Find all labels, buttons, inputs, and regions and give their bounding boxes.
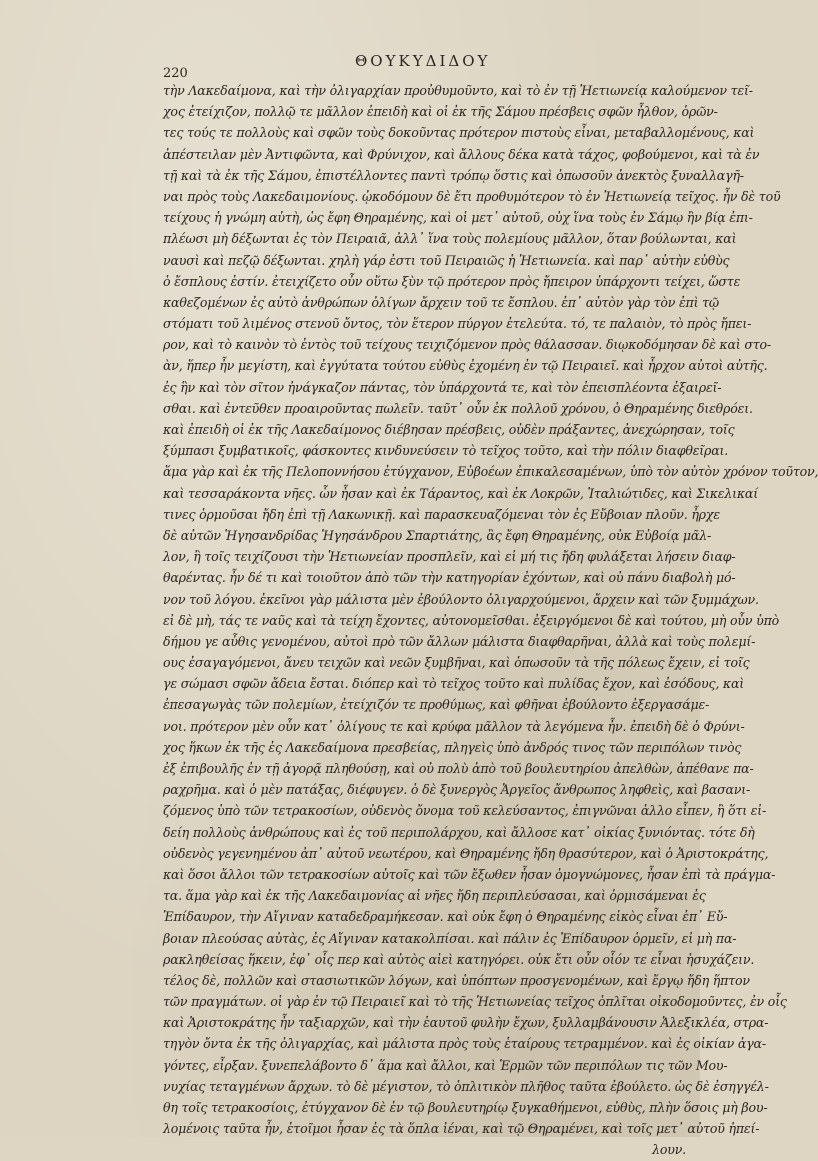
text-line: ὁ ἔσπλους ἐστίν. ἐτειχίζετο οὖν οὕτω ξὺν τῷ πρότερον πρὸς ἤπειρον ὑπάρχοντι τείχει, ὥστε <box>163 273 741 289</box>
text-line: ἐπεσαγωγὰς τῶν πολεμίων, ἐτείχιζόν τε προθύμως, καὶ φθῆναι ἐβούλοντο ἐξεργασάμε- <box>163 697 710 713</box>
text-line: τινες ὁρμοῦσαι ἤδη ἐπὶ τῇ Λακωνικῇ. καὶ παρασκευαζόμεναι τὸν ἐς Εὔβοιαν πλοῦν. ἦρχε <box>163 506 720 522</box>
text-line: τέλος δὲ, πολλῶν καὶ στασιωτικῶν λόγων, καὶ ὑπόπτων προσγενομένων, καὶ ἔργῳ ἤδη ἥπτον <box>163 972 750 988</box>
text-line: οὐδενὸς γεγενημένου ἀπ᾽ αὐτοῦ νεωτέρου, καὶ Θηραμένης ἤδη θρασύτερον, καὶ ὁ Ἀριστοκράτης, <box>163 845 769 861</box>
text-line: τὴν Λακεδαίμονα, καὶ τὴν ὀλιγαρχίαν προὐθυμοῦντο, καὶ τὸ ἐν τῇ Ἠετιωνείᾳ καλούμενον τεῖ- <box>163 83 753 98</box>
text-line: νυχίας τεταγμένων ἄρχων. τὸ δὲ μέγιστον, τὸ ὁπλιτικὸν πλῆθος ταῦτα ἐβούλετο. ὡς δὲ ἐσηγγέλ- <box>163 1078 769 1094</box>
text-line: γόντες, εἶρξαν. ξυνεπελάβοντο δ᾽ ἅμα καὶ ἄλλοι, καὶ Ἑρμῶν τῶν περιπόλων τις τῶν Μου- <box>163 1057 728 1073</box>
text-line: λουν. <box>652 1142 686 1158</box>
text-line: τῶν πραγμάτων. οἱ γὰρ ἐν τῷ Πειραιεῖ καὶ τὸ τῆς Ἠετιωνείας τεῖχος ὁπλῖται οἰκοδομοῦντες, ἐν οἷς <box>163 994 787 1010</box>
text-line: ους ἐσαγαγόμενοι, ἄνευ τειχῶν καὶ νεῶν ξυμβῆναι, καὶ ὁπωσοῦν τὰ τῆς πόλεως ἔχειν, εἰ τοῖς <box>163 655 750 671</box>
text-line: τῇ καὶ τὰ ἐκ τῆς Σάμου, ἐπιστέλλοντες παντὶ τρόπῳ ὅστις καὶ ὁπωσοῦν ἀνεκτὸς ξυναλλαγῆ- <box>163 167 744 183</box>
text-line: ὰν, ἥπερ ἦν μεγίστη, καὶ ἐγγύτατα τούτου εὐθὺς ἐχομένη ἐν τῷ Πειραιεῖ. καὶ ἦρχον αὐτοὶ αὐτῆς. <box>163 358 768 374</box>
text-line: ναυσὶ καὶ πεζῷ δέξωνται. χηλὴ γάρ ἐστι τοῦ Πειραιῶς ἡ Ἠετιωνεία. καὶ παρ᾽ αὐτὴν εὐθὺς <box>163 252 730 268</box>
text-line: βοιαν πλεούσας αὐτὰς, ἐς Αἴγιναν κατακολπίσαι. καὶ πάλιν ἐς Ἐπίδαυρον ὁρμεῖν, εἰ μὴ πα- <box>163 930 737 946</box>
text-line: τα. ἅμα γὰρ καὶ ἐκ τῆς Λακεδαιμονίας αἱ νῆες ἤδη περιπλεύσασαι, καὶ ὁρμισάμεναι ἐς <box>163 888 706 904</box>
text-line: ραχρῆμα. καὶ ὁ μὲν πατάξας, διέφυγεν. ὁ δὲ ξυνεργὸς Ἀργεῖος ἄνθρωπος ληφθεὶς, καὶ βασανι- <box>163 782 751 798</box>
text-line: λον, ἢ τοῖς τειχίζουσι τὴν Ἠετιωνείαν προσπλεῖν, καὶ εἰ μή τις ἤδη φυλάξεται λήσειν διαφ- <box>163 549 736 565</box>
text-line: θαρέντας. ἦν δέ τι καὶ τοιοῦτον ἀπὸ τῶν τὴν κατηγορίαν ἐχόντων, καὶ οὐ πάνυ διαβολὴ μό- <box>163 570 736 586</box>
text-line: ἐς ἣν καὶ τὸν σῖτον ἠνάγκαζον πάντας, τὸν ὑπάρχοντά τε, καὶ τὸν ἐπεισπλέοντα ἐξαιρεῖ- <box>163 379 722 395</box>
text-line: νον τοῦ λόγου. ἐκεῖνοι γὰρ μάλιστα μὲν ἐβούλοντο ὀλιγαρχούμενοι, ἄρχειν καὶ τῶν ξυμμάχων. <box>163 591 759 607</box>
text-line: ναι πρὸς τοὺς Λακεδαιμονίους. ᾠκοδόμουν δὲ ἔτι προθυμότερον τὸ ἐν Ἠετιωνείᾳ τεῖχος. ἦν δὲ τοῦ <box>163 188 781 204</box>
text-line: νοι. πρότερον μὲν οὖν κατ᾽ ὀλίγους τε καὶ κρύφα μᾶλλον τὰ λεγόμενα ἦν. ἐπειδὴ δὲ ὁ Φρύνι- <box>163 718 745 734</box>
page-number: 220 <box>163 66 188 81</box>
text-line: σθαι. καὶ ἐντεῦθεν προαιροῦντας πωλεῖν. ταῦτ᾽ οὖν ἐκ πολλοῦ χρόνου, ὁ Θηραμένης διεθρόει. <box>163 400 753 416</box>
text-line: καὶ τεσσαράκοντα νῆες. ὧν ἦσαν καὶ ἐκ Τάραντος, καὶ ἐκ Λοκρῶν, Ἰταλιώτιδες, καὶ Σικελικαί <box>163 485 758 501</box>
text-line: στόματι τοῦ λιμένος στενοῦ ὄντος, τὸν ἕτερον πύργον ἐτελεύτα. τό, τε παλαιὸν, τὸ πρὸς ἤπει- <box>163 316 752 332</box>
body-text <box>163 80 818 1161</box>
text-line: τες τούς τε πολλοὺς καὶ σφῶν τοὺς δοκοῦντας πρότερον πιστοὺς εἶναι, μεταβαλλομένους, καὶ <box>163 125 755 141</box>
text-line: εἰ δὲ μὴ, τάς τε ναῦς καὶ τὰ τείχη ἔχοντες, αὐτονομεῖσθαι. ἐξειργόμενοι δὲ καὶ τούτου, μὴ οὖν ὑπὸ <box>163 612 780 628</box>
text-line: ζόμενος ὑπὸ τῶν τετρακοσίων, οὐδενὸς ὄνομα τοῦ κελεύσαντος, ἐπιγνῶναι ἀλλο εἶπεν, ἢ ὅτι εἰ- <box>163 803 767 819</box>
text-line: ρακληθείσας ἥκειν, ἐφ᾽ οἷς περ καὶ αὐτὸς αἰεὶ κατηγόρει. οὐκ ἔτι οὖν οἷόν τε εἶναι ἡσυχάζειν. <box>163 951 755 967</box>
text-line: χος ἥκων ἐκ τῆς ἐς Λακεδαίμονα πρεσβείας, πληγεὶς ὑπὸ ἀνδρός τινος τῶν περιπόλων τινὸς <box>163 739 742 755</box>
text-line: ρον, καὶ τὸ καινὸν τὸ ἐντὸς τοῦ τείχους τειχιζόμενον πρὸς θάλασσαν. διῳκοδόμησαν δὲ καὶ στο- <box>163 337 771 353</box>
running-head: ΘΟΥΚΥΔΙΔΟΥ <box>355 52 491 70</box>
text-line: καθεζομένων ἐς αὐτὸ ἀνθρώπων ὀλίγων ἄρχειν τοῦ τε ἔσπλου. ἐπ᾽ αὐτὸν γὰρ τὸν ἐπὶ τῷ <box>163 294 719 310</box>
text-line: δείη πολλοὺς ἀνθρώπους καὶ ἐς τοῦ περιπολάρχου, καὶ ἄλλοσε κατ᾽ οἰκίας ξυνιόντας. τότε δὴ <box>163 824 755 840</box>
text-line: θη τοῖς τετρακοσίοις, ἐτύγχανον δὲ ἐν τῷ βουλευτηρίῳ ξυγκαθήμενοι, εὐθὺς, πλὴν ὅσοις μὴ βου- <box>163 1100 768 1115</box>
text-line: χος ἐτείχιζον, πολλῷ τε μᾶλλον ἐπειδὴ καὶ οἱ ἐκ τῆς Σάμου πρέσβεις σφῶν ἦλθον, ὁρῶν- <box>163 104 718 120</box>
text-line: δήμου γε αὖθις γενομένου, αὐτοὶ πρὸ τῶν ἄλλων μάλιστα διαφθαρῆναι, ἀλλὰ καὶ τοὺς πολεμί- <box>163 633 756 649</box>
text-line: ξύμπασι ξυμβατικοῖς, φάσκοντες κινδυνεύσειν τὸ τεῖχος τοῦτο, καὶ τὴν πόλιν διαφθεῖραι. <box>163 443 729 459</box>
text-line: ἐξ ἐπιβουλῆς ἐν τῇ ἀγορᾷ πληθούσῃ, καὶ οὐ πολὺ ἀπὸ τοῦ βουλευτηρίου ἀπελθὼν, ἀπέθανε πα- <box>163 761 754 776</box>
text-line: γε σώμασι σφῶν ἄδεια ἔσται. διόπερ καὶ τὸ τεῖχος τοῦτο καὶ πυλίδας ἔχον, καὶ ἐσόδους, καὶ <box>163 676 745 692</box>
text-line: λομένοις ταῦτα ἦν, ἑτοῖμοι ἦσαν ἐς τὰ ὅπλα ἰέναι, καὶ τῷ Θηραμένει, καὶ τοῖς μετ᾽ αὐτοῦ ἠπεί- <box>163 1121 760 1137</box>
text-line: πλέωσι μὴ δέξωνται ἐς τὸν Πειραιᾶ, ἀλλ᾽ ἵνα τοὺς πολεμίους μᾶλλον, ὅταν βούλωνται, καὶ <box>163 231 737 247</box>
text-line: Ἐπίδαυρον, τὴν Αἴγιναν καταδεδραμήκεσαν. καὶ οὐκ ἔφη ὁ Θηραμένης εἰκὸς εἶναι ἐπ᾽ Εὔ- <box>163 909 728 925</box>
text-line: καὶ ὅσοι ἄλλοι τῶν τετρακοσίων αὐτοῖς καὶ τῶν ἔξωθεν ἦσαν ὁμογνώμονες, ἦσαν ἐπὶ τὰ πράγμα- <box>163 866 776 882</box>
text-line: καὶ Ἀριστοκράτης ἦν ταξιαρχῶν, καὶ τὴν ἑαυτοῦ φυλὴν ἔχων, ξυλλαμβάνουσιν Ἀλεξικλέα, στρα- <box>163 1015 769 1031</box>
text-line: ἀπέστειλαν μὲν Ἀντιφῶντα, καὶ Φρύνιχον, καὶ ἄλλους δέκα κατὰ τάχος, φοβούμενοι, καὶ τὰ ἐν <box>163 146 760 162</box>
text-line: καὶ ἐπειδὴ οἱ ἐκ τῆς Λακεδαίμονος διέβησαν πρέσβεις, οὐδὲν πράξαντες, ἀνεχώρησαν, τοῖς <box>163 422 735 437</box>
text-line: τείχους ἡ γνώμη αὐτὴ, ὡς ἔφη Θηραμένης, καὶ οἱ μετ᾽ αὐτοῦ, οὐχ ἵνα τοὺς ἐν Σάμῳ ἢν βίᾳ ἐπι- <box>163 210 753 226</box>
text-line: ἅμα γὰρ καὶ ἐκ τῆς Πελοποννήσου ἐτύγχανον, Εὐβοέων ἐπικαλεσαμένων, ὑπὸ τὸν αὐτὸν χρόνον τοῦτον, <box>163 464 818 480</box>
text-line: δὲ αὐτῶν Ἡγησανδρίδας Ἡγησάνδρου Σπαρτιάτης, ἃς ἔφη Θηραμένης, οὐκ Εὐβοίᾳ μᾶλ- <box>163 527 712 543</box>
text-line: τηγὸν ὄντα ἐκ τῆς ὀλιγαρχίας, καὶ μάλιστα πρὸς τοὺς ἑταίρους τετραμμένον. καὶ ἐς οἰκίαν ἀγα- <box>163 1036 766 1052</box>
